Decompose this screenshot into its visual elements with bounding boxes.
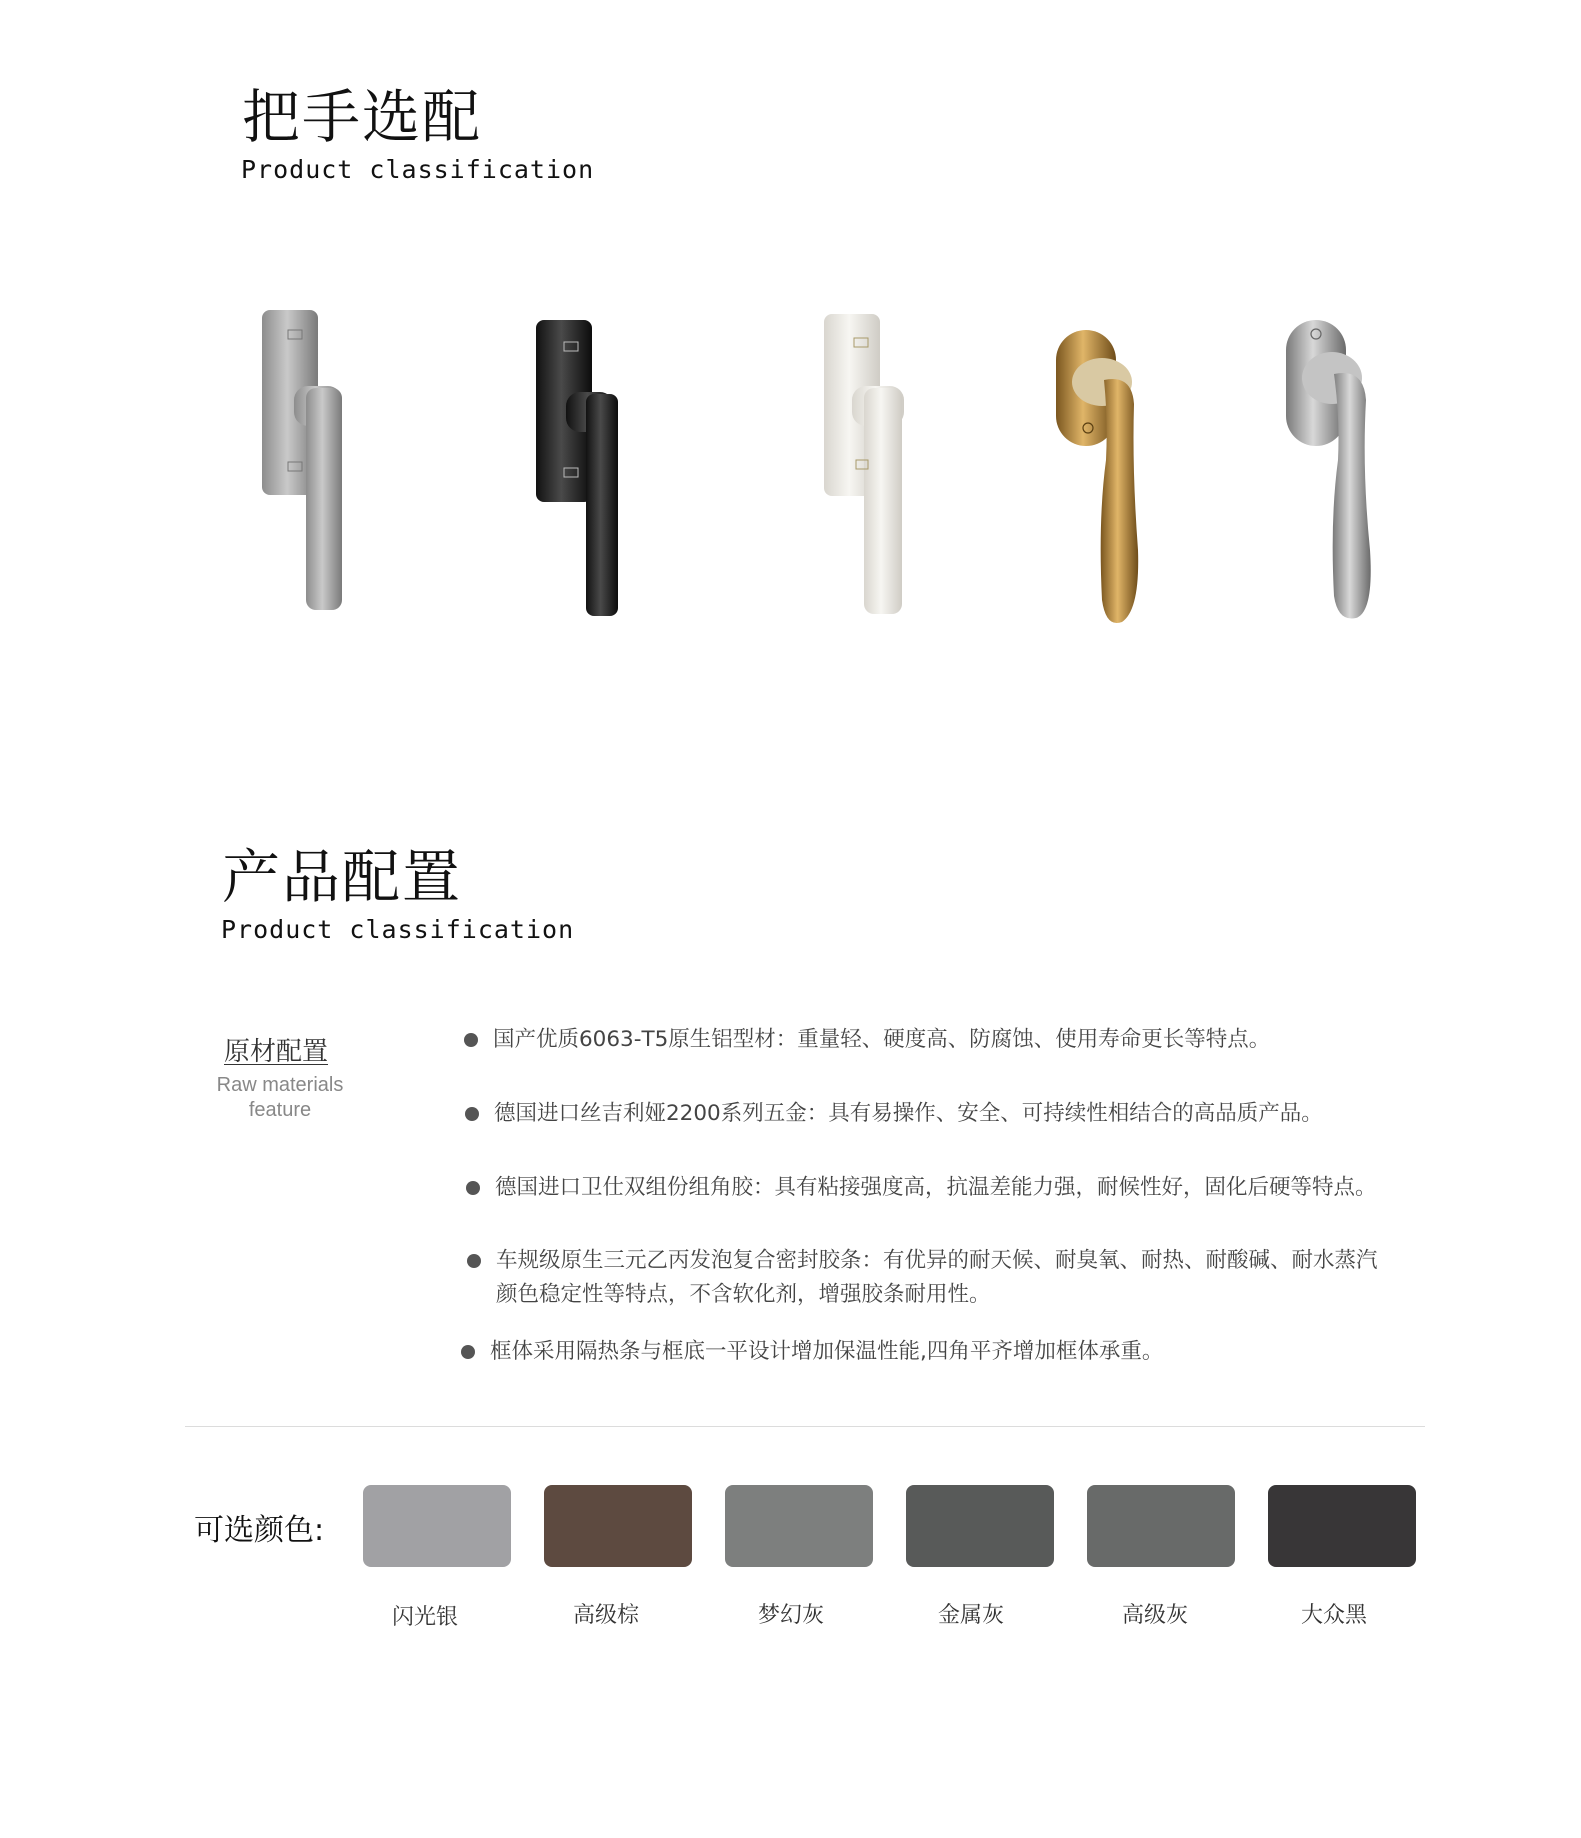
- color-swatch-silver[interactable]: [363, 1485, 511, 1567]
- bullet-icon: [464, 1033, 478, 1047]
- swatch-label: 高级棕: [572, 1603, 639, 1628]
- feature-item: 德国进口卫仕双组份组角胶：具有粘接强度高，抗温差能力强，耐候性好，固化后硬等特点。: [495, 1175, 1377, 1200]
- swatch-label: 大众黑: [1300, 1603, 1367, 1628]
- divider: [185, 1426, 1425, 1427]
- section2-title: 产品配置: [222, 843, 463, 911]
- feature-item: 国产优质6063-T5原生铝型材：重量轻、硬度高、防腐蚀、使用寿命更长等特点。: [493, 1027, 1271, 1052]
- section1-title: 把手选配: [242, 83, 483, 151]
- raw-materials-en-line1: Raw materials: [216, 1074, 344, 1096]
- color-swatch-brown[interactable]: [544, 1485, 692, 1567]
- color-swatch-premium-gray[interactable]: [1087, 1485, 1235, 1567]
- handle-gallery: [0, 300, 1581, 640]
- feature-item: 车规级原生三元乙丙发泡复合密封胶条：有优异的耐天候、耐臭氧、耐热、耐酸碱、耐水蒸汽: [496, 1248, 1378, 1273]
- feature-item: 框体采用隔热条与框底一平设计增加保温性能,四角平齐增加框体承重。: [490, 1339, 1164, 1364]
- bullet-icon: [467, 1254, 481, 1268]
- handle-silver-square-icon: [252, 300, 382, 640]
- raw-materials-title: 原材配置: [224, 1037, 329, 1067]
- handle-gold-round-icon: [1042, 300, 1172, 640]
- color-swatch-metal-gray[interactable]: [906, 1485, 1054, 1567]
- handle-white-square-icon: [812, 300, 942, 640]
- section1-subtitle: Product classification: [241, 155, 595, 184]
- bullet-icon: [461, 1345, 475, 1359]
- section2-subtitle: Product classification: [221, 915, 575, 944]
- handle-black-square-icon: [530, 300, 660, 640]
- feature-item-continued: 颜色稳定性等特点，不含软化剂，增强胶条耐用性。: [496, 1282, 991, 1307]
- handle-chrome-round-icon: [1276, 300, 1406, 640]
- swatch-label: 高级灰: [1121, 1603, 1188, 1628]
- color-swatch-black[interactable]: [1268, 1485, 1416, 1567]
- colors-label: 可选颜色:: [194, 1513, 325, 1548]
- feature-item: 德国进口丝吉利娅2200系列五金：具有易操作、安全、可持续性相结合的高品质产品。: [494, 1101, 1323, 1126]
- swatch-label: 闪光银: [391, 1605, 458, 1630]
- raw-materials-en-line2: feature: [248, 1099, 312, 1121]
- raw-materials-en: [200, 1073, 360, 1123]
- swatch-label: 金属灰: [937, 1603, 1004, 1628]
- bullet-icon: [466, 1181, 480, 1195]
- bullet-icon: [465, 1107, 479, 1121]
- color-swatch-dream-gray[interactable]: [725, 1485, 873, 1567]
- swatch-label: 梦幻灰: [757, 1603, 824, 1628]
